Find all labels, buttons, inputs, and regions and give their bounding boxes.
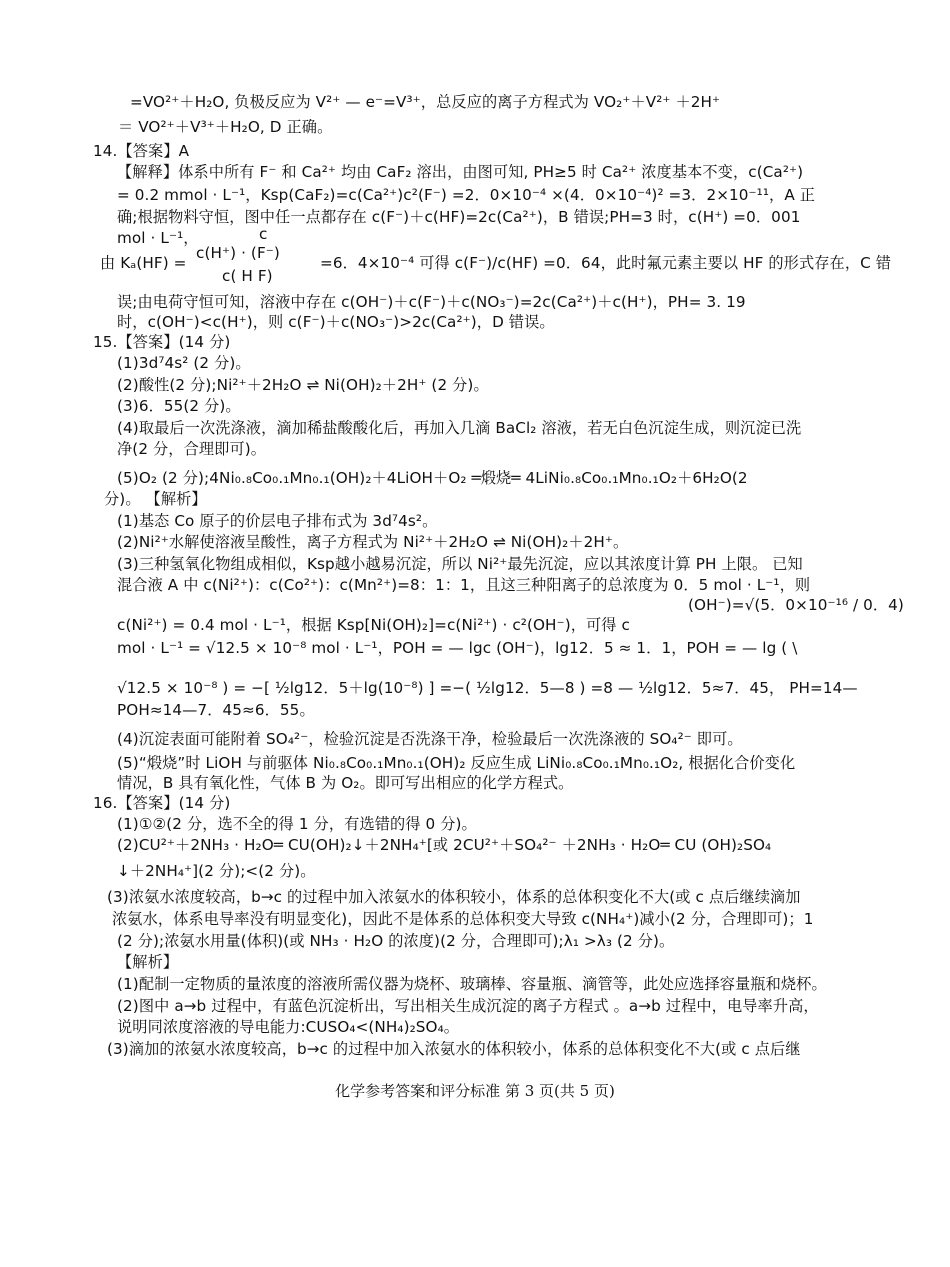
text-line: 14.【答案】A bbox=[93, 142, 190, 160]
text-line: (5)“煅烧”时 LiOH 与前驱体 Ni₀.₈Co₀.₁Mn₀.₁(OH)₂ 反应生成 LiNi₀.₈Co₀.₁Mn₀.₁O₂, 根据化合价变化 bbox=[117, 754, 796, 772]
text-line: (5)O₂ (2 分);4Ni₀.₈Co₀.₁Mn₀.₁(OH)₂＋4LiOH＋O₂ ═煅烧═ 4LiNi₀.₈Co₀.₁Mn₀.₁O₂＋6H₂O(2 bbox=[117, 469, 748, 487]
text-line: (2)图中 a→b 过程中，有蓝色沉淀析出，写出相关生成沉淀的离子方程式 。a→b 过程中，电导率升高， bbox=[117, 997, 819, 1015]
text-line: (3)6．55(2 分)。 bbox=[117, 397, 241, 415]
text-line: ↓＋2NH₄⁺](2 分);<(2 分)。 bbox=[117, 862, 316, 880]
text-line: (1)基态 Co 原子的价层电子排布式为 3d⁷4s²。 bbox=[117, 512, 438, 530]
text-line: = 0.2 mmol · L⁻¹，Ksp(CaF₂)=c(Ca²⁺)c²(F⁻) =2．0×10⁻⁴ ×(4．0×10⁻⁴)² =3．2×10⁻¹¹，A 正 bbox=[117, 186, 816, 204]
text-line: 情况，B 具有氧化性，气体 B 为 O₂。即可写出相应的化学方程式。 bbox=[117, 774, 574, 792]
text-line: 【解释】体系中所有 F⁻ 和 Ca²⁺ 均由 CaF₂ 溶出，由图可知, PH≥5 时 Ca²⁺ 浓度基本不变，c(Ca²⁺) bbox=[117, 163, 804, 181]
text-line: mol · L⁻¹， bbox=[117, 229, 199, 247]
text-line: (OH⁻)=√(5．0×10⁻¹⁶ / 0．4) bbox=[688, 596, 904, 614]
text-line: POH≈14—7．45≈6．55。 bbox=[117, 701, 315, 719]
text-line: 误;由电荷守恒可知，溶液中存在 c(OH⁻)＋c(F⁻)＋c(NO₃⁻)=2c(Ca²⁺)＋c(H⁺)，PH= 3. 19 bbox=[117, 293, 746, 311]
text-line: 说明同浓度溶液的导电能力:CUSO₄<(NH₄)₂SO₄。 bbox=[117, 1018, 460, 1036]
text-line: (1)①②(2 分，选不全的得 1 分，有选错的得 0 分)。 bbox=[117, 815, 477, 833]
text-line: 16.【答案】(14 分) bbox=[93, 794, 231, 812]
text-line: c(Ni²⁺) = 0.4 mol · L⁻¹，根据 Ksp[Ni(OH)₂]=c(Ni²⁺) · c²(OH⁻)，可得 c bbox=[117, 616, 630, 634]
text-line: c(H⁺) · (F⁻) bbox=[196, 244, 280, 262]
text-line: 时，c(OH⁻)<c(H⁺)，则 c(F⁻)＋c(NO₃⁻)>2c(Ca²⁺)，D 错误。 bbox=[117, 313, 555, 331]
text-line: (2)CU²⁺＋2NH₃ · H₂O═ CU(OH)₂↓＋2NH₄⁺[或 2CU²⁺＋SO₄²⁻ ＋2NH₃ · H₂O═ CU (OH)₂SO₄ bbox=[117, 836, 772, 854]
text-line: 浓氨水，体系电导率没有明显变化)，因此不是体系的总体积变大导致 c(NH₄⁺)减小(2 分，合理即可)；1 bbox=[112, 910, 814, 928]
text-line: 分)。 【解析】 bbox=[104, 490, 207, 508]
text-line: 确;根据物料守恒，图中任一点都存在 c(F⁻)＋c(HF)=2c(Ca²⁺)，B 错误;PH=3 时，c(H⁺) =0．001 bbox=[117, 208, 801, 226]
text-line: ＝ VO²⁺＋V³⁺＋H₂O, D 正确。 bbox=[118, 118, 333, 136]
text-line: 由 Kₐ(HF) = bbox=[100, 254, 187, 272]
text-line: =6．4×10⁻⁴ 可得 c(F⁻)/c(HF) =0．64，此时氟元素主要以 HF 的形式存在，C 错 bbox=[320, 254, 892, 272]
text-line: 混合液 A 中 c(Ni²⁺)：c(Co²⁺)：c(Mn²⁺)=8：1：1，且这三种阳离子的总浓度为 0．5 mol · L⁻¹，则 bbox=[117, 576, 811, 594]
text-line: mol · L⁻¹ = √12.5 × 10⁻⁸ mol · L⁻¹，POH = — lgc (OH⁻)，lg12．5 ≈ 1．1，POH = — lg ( \ bbox=[117, 639, 798, 657]
text-line: (2)酸性(2 分);Ni²⁺＋2H₂O ⇌ Ni(OH)₂＋2H⁺ (2 分)。 bbox=[117, 376, 489, 394]
text-line: (1)3d⁷4s² (2 分)。 bbox=[117, 354, 251, 372]
text-line: (2)Ni²⁺水解使溶液呈酸性，离子方程式为 Ni²⁺＋2H₂O ⇌ Ni(OH)₂＋2H⁺。 bbox=[117, 533, 629, 551]
text-line: (4)取最后一次洗涤液，滴加稀盐酸酸化后，再加入几滴 BaCl₂ 溶液，若无白色沉淀生成，则沉淀已洗 bbox=[117, 419, 802, 437]
text-line: 【解析】 bbox=[117, 953, 179, 971]
text-line: (2 分);浓氨水用量(体积)(或 NH₃ · H₂O 的浓度)(2 分，合理即可);λ₁ >λ₃ (2 分)。 bbox=[117, 932, 675, 950]
text-line: √12.5 × 10⁻⁸ ) = −[ ½lg12．5＋lg(10⁻⁸) ] =−( ½lg12．5—8 ) =8 — ½lg12．5≈7．45， PH=14— bbox=[117, 679, 858, 697]
text-line: 15.【答案】(14 分) bbox=[93, 333, 231, 351]
text-line: (3)滴加的浓氨水浓度较高，b→c 的过程中加入浓氨水的体积较小，体系的总体积变化不大(或 c 点后继 bbox=[107, 1040, 801, 1058]
text-line: (3)三种氢氧化物组成相似，Ksp越小越易沉淀，所以 Ni²⁺最先沉淀，应以其浓度计算 PH 上限。 已知 bbox=[117, 555, 803, 573]
text-line: =VO²⁺＋H₂O, 负极反应为 V²⁺ — e⁻=V³⁺，总反应的离子方程式为 VO₂⁺＋V²⁺ ＋2H⁺ bbox=[130, 93, 721, 111]
text-line: (4)沉淀表面可能附着 SO₄²⁻，检验沉淀是否洗涤干净，检验最后一次洗涤液的 SO₄²⁻ 即可。 bbox=[117, 730, 743, 748]
text-line: c( H F) bbox=[222, 267, 273, 285]
text-line: 净(2 分，合理即可)。 bbox=[117, 440, 267, 458]
text-line: (3)浓氨水浓度较高，b→c 的过程中加入浓氨水的体积较小，体系的总体积变化不大(或 c 点后继续滴加 bbox=[107, 888, 801, 906]
text-line: c bbox=[259, 225, 268, 243]
text-line: (1)配制一定物质的量浓度的溶液所需仪器为烧杯、玻璃棒、容量瓶、滴管等，此处应选择容量瓶和烧杯。 bbox=[117, 975, 827, 993]
page-footer: 化学参考答案和评分标准 第 3 页(共 5 页) bbox=[335, 1082, 615, 1100]
